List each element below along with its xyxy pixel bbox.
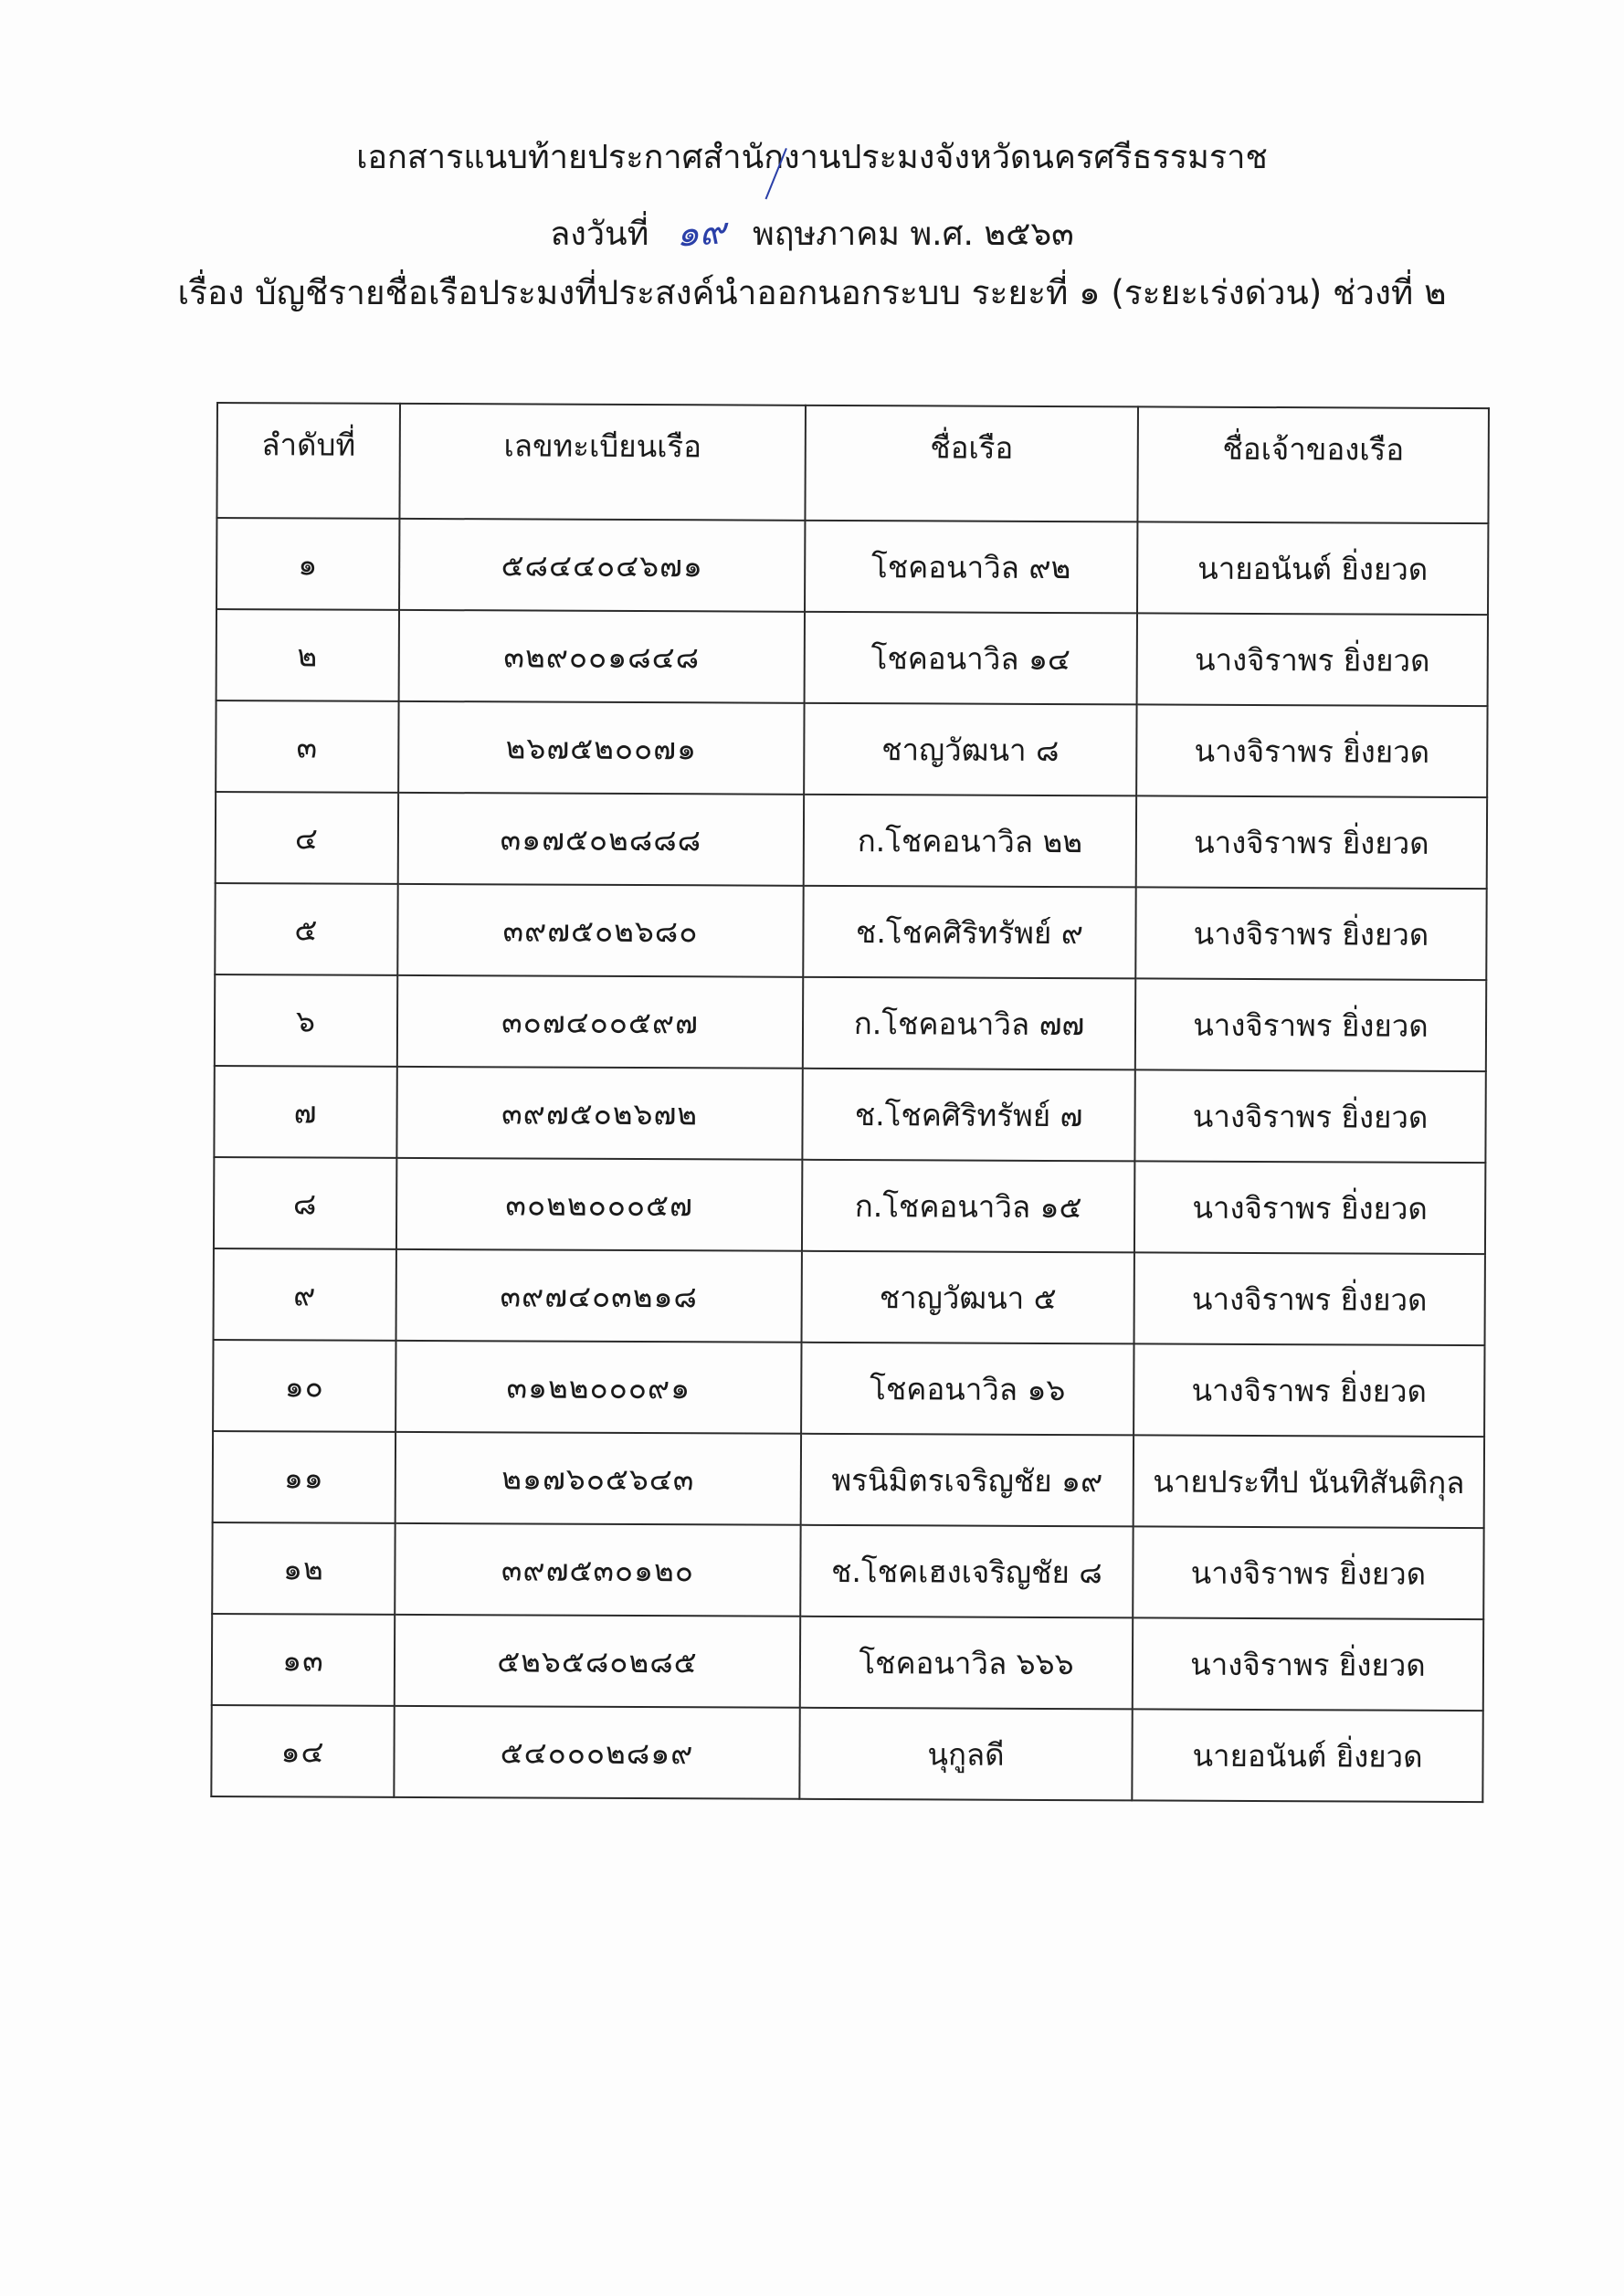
document-date-line: [0, 210, 1624, 258]
cell-registration: ๕๘๔๔๐๔๖๗๑: [399, 519, 805, 612]
cell-owner: นางจิราพร ยิ่งยวด: [1136, 704, 1487, 797]
cell-registration: ๒๑๗๖๐๕๖๔๓: [395, 1432, 801, 1525]
cell-owner: นายประทีป นันทิสันติกุล: [1134, 1435, 1484, 1528]
boat-list-table: [210, 402, 1490, 1803]
document-heading: [0, 135, 1624, 181]
cell-order: ๑๐: [213, 1340, 395, 1432]
cell-owner: นางจิราพร ยิ่งยวด: [1134, 1161, 1485, 1254]
cell-boat-name: ช.โชคศิริทรัพย์ ๙: [803, 886, 1135, 979]
date-suffix: พฤษภาคม พ.ศ. ๒๕๖๓: [752, 216, 1074, 253]
cell-registration: ๓๒๙๐๐๑๘๔๘: [399, 610, 805, 703]
cell-owner: นางจิราพร ยิ่งยวด: [1133, 1526, 1483, 1619]
cell-owner: นางจิราพร ยิ่งยวด: [1134, 1252, 1485, 1345]
cell-boat-name: ก.โชคอนาวิล ๗๗: [803, 977, 1135, 1070]
cell-owner: นายอนันต์ ยิ่งยวด: [1132, 1709, 1482, 1802]
table-row: [212, 1614, 1483, 1711]
handwritten-date-day: ๑๙: [674, 210, 728, 256]
cell-boat-name: โชคอนาวิล ๙๒: [805, 521, 1137, 614]
cell-order: ๑๔: [211, 1705, 394, 1797]
table-row: [214, 1066, 1485, 1163]
cell-registration: ๓๐๗๔๐๐๕๙๗: [397, 975, 803, 1069]
table-row: [216, 792, 1487, 889]
table-row: [213, 1340, 1484, 1437]
cell-boat-name: โชคอนาวิล ๖๖๖: [800, 1617, 1133, 1710]
cell-order: ๑๑: [213, 1431, 395, 1523]
cell-registration: ๕๒๖๕๘๐๒๘๕: [395, 1615, 800, 1708]
table-row: [216, 700, 1487, 797]
cell-owner: นางจิราพร ยิ่งยวด: [1135, 887, 1486, 980]
cell-order: ๕: [215, 883, 397, 975]
cell-registration: ๓๙๗๕๓๐๑๒๐: [395, 1523, 800, 1617]
table-row: [216, 609, 1488, 706]
cell-order: ๑๓: [212, 1614, 395, 1706]
heading-text: เอกสารแนบท้ายประกาศสำนักงานประมงจังหวัดนครศรีธรรมราช: [356, 139, 1268, 176]
cell-owner: นางจิราพร ยิ่งยวด: [1134, 1343, 1484, 1437]
cell-boat-name: นุกูลดี: [799, 1708, 1132, 1801]
cell-registration: ๕๔๐๐๐๒๘๑๙: [394, 1706, 799, 1799]
cell-boat-name: ช.โชคเฮงเจริญชัย ๘: [800, 1525, 1133, 1618]
cell-registration: ๓๑๗๕๐๒๘๘๘: [398, 793, 804, 886]
cell-owner: นางจิราพร ยิ่งยวด: [1137, 613, 1488, 706]
cell-registration: ๒๖๗๕๒๐๐๗๑: [398, 701, 804, 795]
cell-order: ๙: [214, 1248, 396, 1341]
cell-order: ๘: [214, 1157, 396, 1249]
cell-boat-name: โชคอนาวิล ๑๔: [805, 612, 1137, 705]
cell-boat-name: พรนิมิตรเจริญชัย ๑๙: [801, 1434, 1134, 1527]
cell-boat-name: ชาญวัฒนา ๘: [804, 703, 1136, 796]
cell-order: ๗: [214, 1066, 396, 1158]
cell-registration: ๓๙๗๔๐๓๒๑๘: [396, 1249, 802, 1343]
column-header-owner: ชื่อเจ้าของเรือ: [1137, 406, 1489, 523]
cell-owner: นางจิราพร ยิ่งยวด: [1133, 1617, 1483, 1711]
cell-boat-name: ชาญวัฒนา ๕: [802, 1251, 1134, 1344]
table-row: [211, 1705, 1482, 1802]
cell-boat-name: ก.โชคอนาวิล ๑๕: [802, 1160, 1134, 1253]
cell-owner: นางจิราพร ยิ่งยวด: [1135, 978, 1486, 1071]
table-row: [215, 883, 1486, 980]
table-header-row: [216, 403, 1489, 523]
table-row: [212, 1522, 1483, 1619]
cell-owner: นางจิราพร ยิ่งยวด: [1136, 795, 1487, 889]
column-header-boat-name: ชื่อเรือ: [805, 405, 1138, 522]
table-row: [214, 1157, 1485, 1254]
cell-registration: ๓๐๒๒๐๐๐๕๗: [396, 1158, 802, 1251]
cell-order: ๒: [216, 609, 399, 701]
date-prefix: ลงวันที่: [550, 216, 649, 253]
table-row: [216, 518, 1488, 615]
table-row: [213, 1431, 1484, 1528]
document-subject: [0, 270, 1624, 316]
table-row: [215, 974, 1486, 1071]
cell-order: ๖: [215, 974, 397, 1067]
cell-registration: ๓๙๗๕๐๒๖๘๐: [397, 884, 803, 977]
column-header-order: ลำดับที่: [216, 403, 400, 519]
cell-order: ๔: [216, 792, 398, 884]
cell-owner: นางจิราพร ยิ่งยวด: [1134, 1069, 1485, 1163]
cell-order: ๑: [216, 518, 399, 610]
table-row: [214, 1248, 1485, 1345]
cell-boat-name: ช.โชคศิริทรัพย์ ๗: [802, 1069, 1134, 1162]
cell-registration: ๓๙๗๕๐๒๖๗๒: [396, 1067, 802, 1160]
cell-boat-name: โชคอนาวิล ๑๖: [801, 1343, 1134, 1436]
cell-order: ๓: [216, 700, 398, 793]
cell-registration: ๓๑๒๒๐๐๐๙๑: [395, 1341, 801, 1434]
cell-order: ๑๒: [212, 1522, 395, 1615]
subject-text: เรื่อง บัญชีรายชื่อเรือประมงที่ประสงค์นำออกนอกระบบ ระยะที่ ๑ (ระยะเร่งด่วน) ช่วงที่ ๒: [177, 273, 1447, 312]
column-header-registration: เลขทะเบียนเรือ: [399, 404, 806, 521]
cell-boat-name: ก.โชคอนาวิล ๒๒: [804, 795, 1136, 888]
cell-owner: นายอนันต์ ยิ่งยวด: [1137, 521, 1488, 615]
